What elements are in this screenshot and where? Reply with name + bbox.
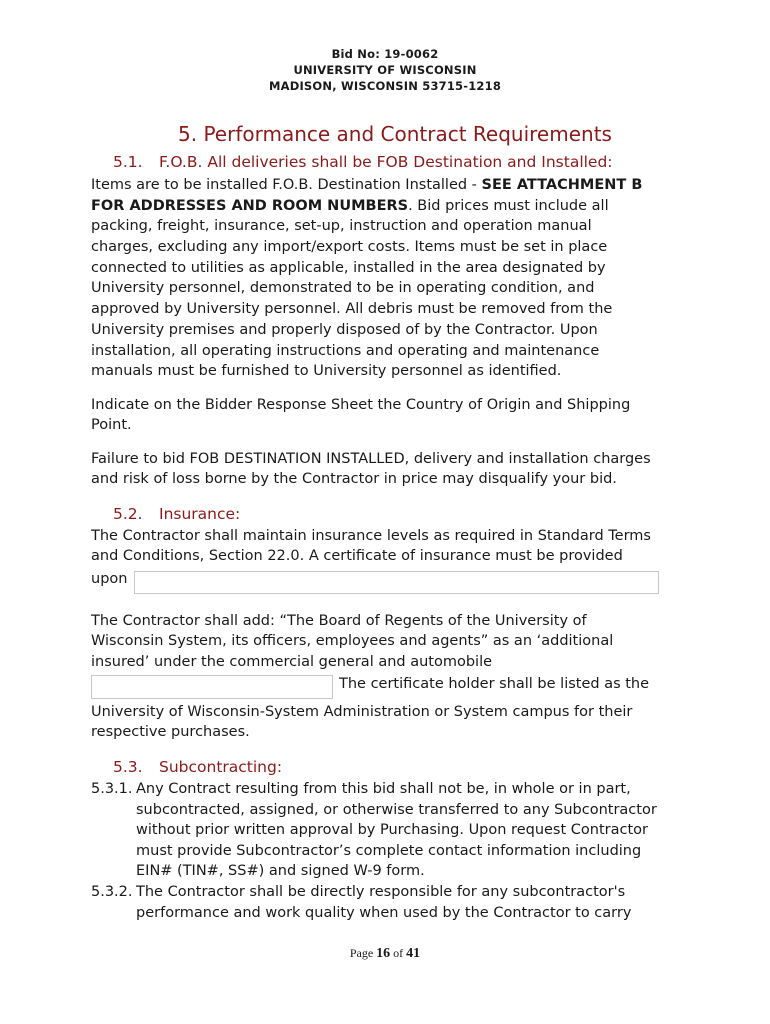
upon-label: upon <box>91 571 128 587</box>
item-line: must provide Subcontractor’s complete contact information including <box>136 843 642 859</box>
certificate-upon-field[interactable] <box>134 571 659 594</box>
item-number-5-3-1: 5.3.1. <box>91 781 133 797</box>
page-number: 16 <box>376 946 391 961</box>
bid-number: Bid No: 19-0062 <box>331 47 439 61</box>
additional-insured-line: Wisconsin System, its officers, employees and agents” as an ‘additional <box>91 633 614 649</box>
fob-line: University premises and properly disposed of by the Contractor. Upon <box>91 322 598 338</box>
fob-line: manuals must be furnished to University personnel as identified. <box>91 363 562 379</box>
fob-line: installation, all operating instructions and operating and maintenance <box>91 343 600 359</box>
additional-insured-line: The Contractor shall add: “The Board of Regents of the University of <box>91 613 587 629</box>
fob-line-2 <box>91 196 609 216</box>
item-line: EIN# (TIN#, SS#) and signed W-9 form. <box>136 863 425 879</box>
certificate-holder-line: University of Wisconsin-System Administration or System campus for their <box>91 704 633 720</box>
insurance-heading-text: Insurance: <box>159 505 241 523</box>
page-total: 41 <box>406 946 421 961</box>
subcontracting-heading <box>113 757 282 777</box>
item-line: subcontracted, assigned, or otherwise transferred to any Subcontractor <box>136 802 657 818</box>
fob-line-2-text: . Bid prices must include all <box>408 198 609 214</box>
certificate-holder-line: respective purchases. <box>91 724 250 740</box>
item-line: without prior written approval by Purchasing. Upon request Contractor <box>136 822 648 838</box>
item-line: Any Contract resulting from this bid shall not be, in whole or in part, <box>136 781 631 797</box>
origin-line: Indicate on the Bidder Response Sheet the Country of Origin and Shipping <box>91 397 631 413</box>
insurance-type-field[interactable] <box>91 675 333 699</box>
failure-line: Failure to bid FOB DESTINATION INSTALLED, delivery and installation charges <box>91 451 651 467</box>
insurance-line: The Contractor shall maintain insurance levels as required in Standard Terms <box>91 528 651 544</box>
page-word: Page <box>349 946 374 960</box>
fob-addresses-ref: FOR ADDRESSES AND ROOM NUMBERS <box>91 198 409 214</box>
origin-line: Point. <box>91 417 132 433</box>
university-name: UNIVERSITY OF WISCONSIN <box>293 63 477 77</box>
insurance-number: 5.2. <box>113 505 143 523</box>
page-footer <box>0 946 770 962</box>
fob-line: approved by University personnel. All debris must be removed from the <box>91 301 613 317</box>
section-title: 5. Performance and Contract Requirements <box>178 122 612 146</box>
fob-line-1-text: Items are to be installed F.O.B. Destination Installed - <box>91 177 482 193</box>
of-word: of <box>393 946 404 960</box>
item-line: The Contractor shall be directly responsible for any subcontractor's <box>136 884 626 900</box>
fob-line: University personnel, demonstrated to be in operating condition, and <box>91 280 595 296</box>
fob-number: 5.1. <box>113 153 143 171</box>
fob-heading-text: F.O.B. All deliveries shall be FOB Destination and Installed: <box>159 153 613 171</box>
fob-line-1 <box>91 175 642 195</box>
item-number-5-3-2: 5.3.2. <box>91 884 133 900</box>
fob-line: packing, freight, insurance, set-up, instruction and operation manual <box>91 218 592 234</box>
university-address: MADISON, WISCONSIN 53715-1218 <box>268 79 502 93</box>
fob-line: charges, excluding any import/export costs. Items must be set in place <box>91 239 608 255</box>
subcontracting-heading-text: Subcontracting: <box>159 758 283 776</box>
fob-line: connected to utilities as applicable, installed in the area designated by <box>91 260 606 276</box>
subcontracting-number: 5.3. <box>113 758 143 776</box>
certificate-holder-text: The certificate holder shall be listed as the <box>339 676 650 692</box>
failure-line: and risk of loss borne by the Contractor in price may disqualify your bid. <box>91 471 617 487</box>
item-line: performance and work quality when used by the Contractor to carry <box>136 905 632 921</box>
insurance-heading <box>113 504 240 524</box>
fob-attachment-ref: SEE ATTACHMENT B <box>481 177 643 193</box>
additional-insured-line: insured’ under the commercial general and automobile <box>91 654 493 670</box>
fob-heading <box>113 152 613 172</box>
insurance-line: and Conditions, Section 22.0. A certificate of insurance must be provided <box>91 548 623 564</box>
